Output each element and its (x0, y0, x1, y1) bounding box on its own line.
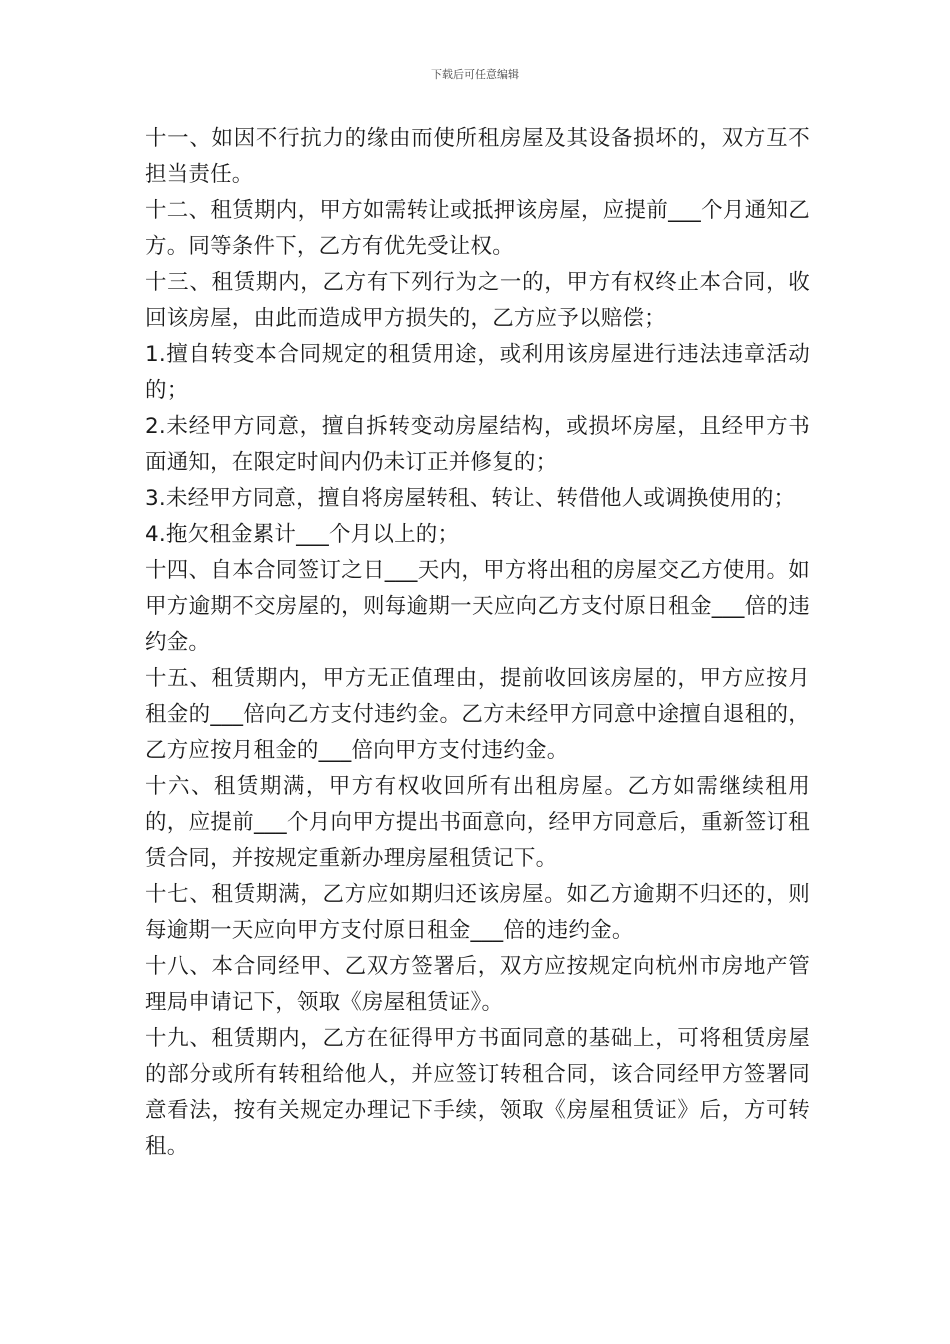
clause-16: 十六、租赁期满，甲方有权收回所有出租房屋。乙方如需继续租用的，应提前___个月向甲方提出书面意向，经甲方同意后，重新签订租赁合同，并按规定重新办理房屋租赁记下。 (145, 774, 810, 871)
clause-17: 十七、租赁期满，乙方应如期归还该房屋。如乙方逾期不归还的，则每逾期一天应向甲方支付原日租金___倍的违约金。 (145, 882, 810, 943)
page-header: 下载后可任意编辑 (431, 68, 519, 81)
clause-13-item-1: 1.擅自转变本合同规定的租赁用途，或利用该房屋进行违法违章活动的； (145, 342, 810, 403)
clause-13-item-3: 3.未经甲方同意，擅自将房屋转租、转让、转借他人或调换使用的； (145, 486, 796, 511)
clause-13: 十三、租赁期内，乙方有下列行为之一的，甲方有权终止本合同，收回该房屋，由此而造成甲方损失的，乙方应予以赔偿； (145, 270, 810, 331)
clause-12: 十二、租赁期内，甲方如需转让或抵押该房屋，应提前___个月通知乙方。同等条件下，乙方有优先受让权。 (145, 198, 810, 259)
document-body (145, 121, 810, 1165)
clause-18: 十八、本合同经甲、乙双方签署后，双方应按规定向杭州市房地产管理局申请记下，领取《房屋租赁证》。 (145, 954, 810, 1015)
clause-13-item-2: 2.未经甲方同意，擅自拆转变动房屋结构，或损坏房屋，且经甲方书面通知，在限定时间内仍未订正并修复的； (145, 414, 810, 475)
clause-11: 十一、如因不行抗力的缘由而使所租房屋及其设备损坏的，双方互不担当责任。 (145, 126, 810, 187)
clause-13-item-4: 4.拖欠租金累计___个月以上的； (145, 522, 460, 547)
clause-14: 十四、自本合同签订之日___天内，甲方将出租的房屋交乙方使用。如甲方逾期不交房屋的，则每逾期一天应向乙方支付原日租金___倍的违约金。 (145, 558, 810, 655)
clause-19: 十九、租赁期内，乙方在征得甲方书面同意的基础上，可将租赁房屋的部分或所有转租给他人，并应签订转租合同，该合同经甲方签署同意看法，按有关规定办理记下手续，领取《房屋租赁证》后，方可转租。 (145, 1026, 810, 1159)
clause-15: 十五、租赁期内，甲方无正值理由，提前收回该房屋的，甲方应按月租金的___倍向乙方支付违约金。乙方未经甲方同意中途擅自退租的，乙方应按月租金的___倍向甲方支付违约金。 (145, 666, 810, 763)
